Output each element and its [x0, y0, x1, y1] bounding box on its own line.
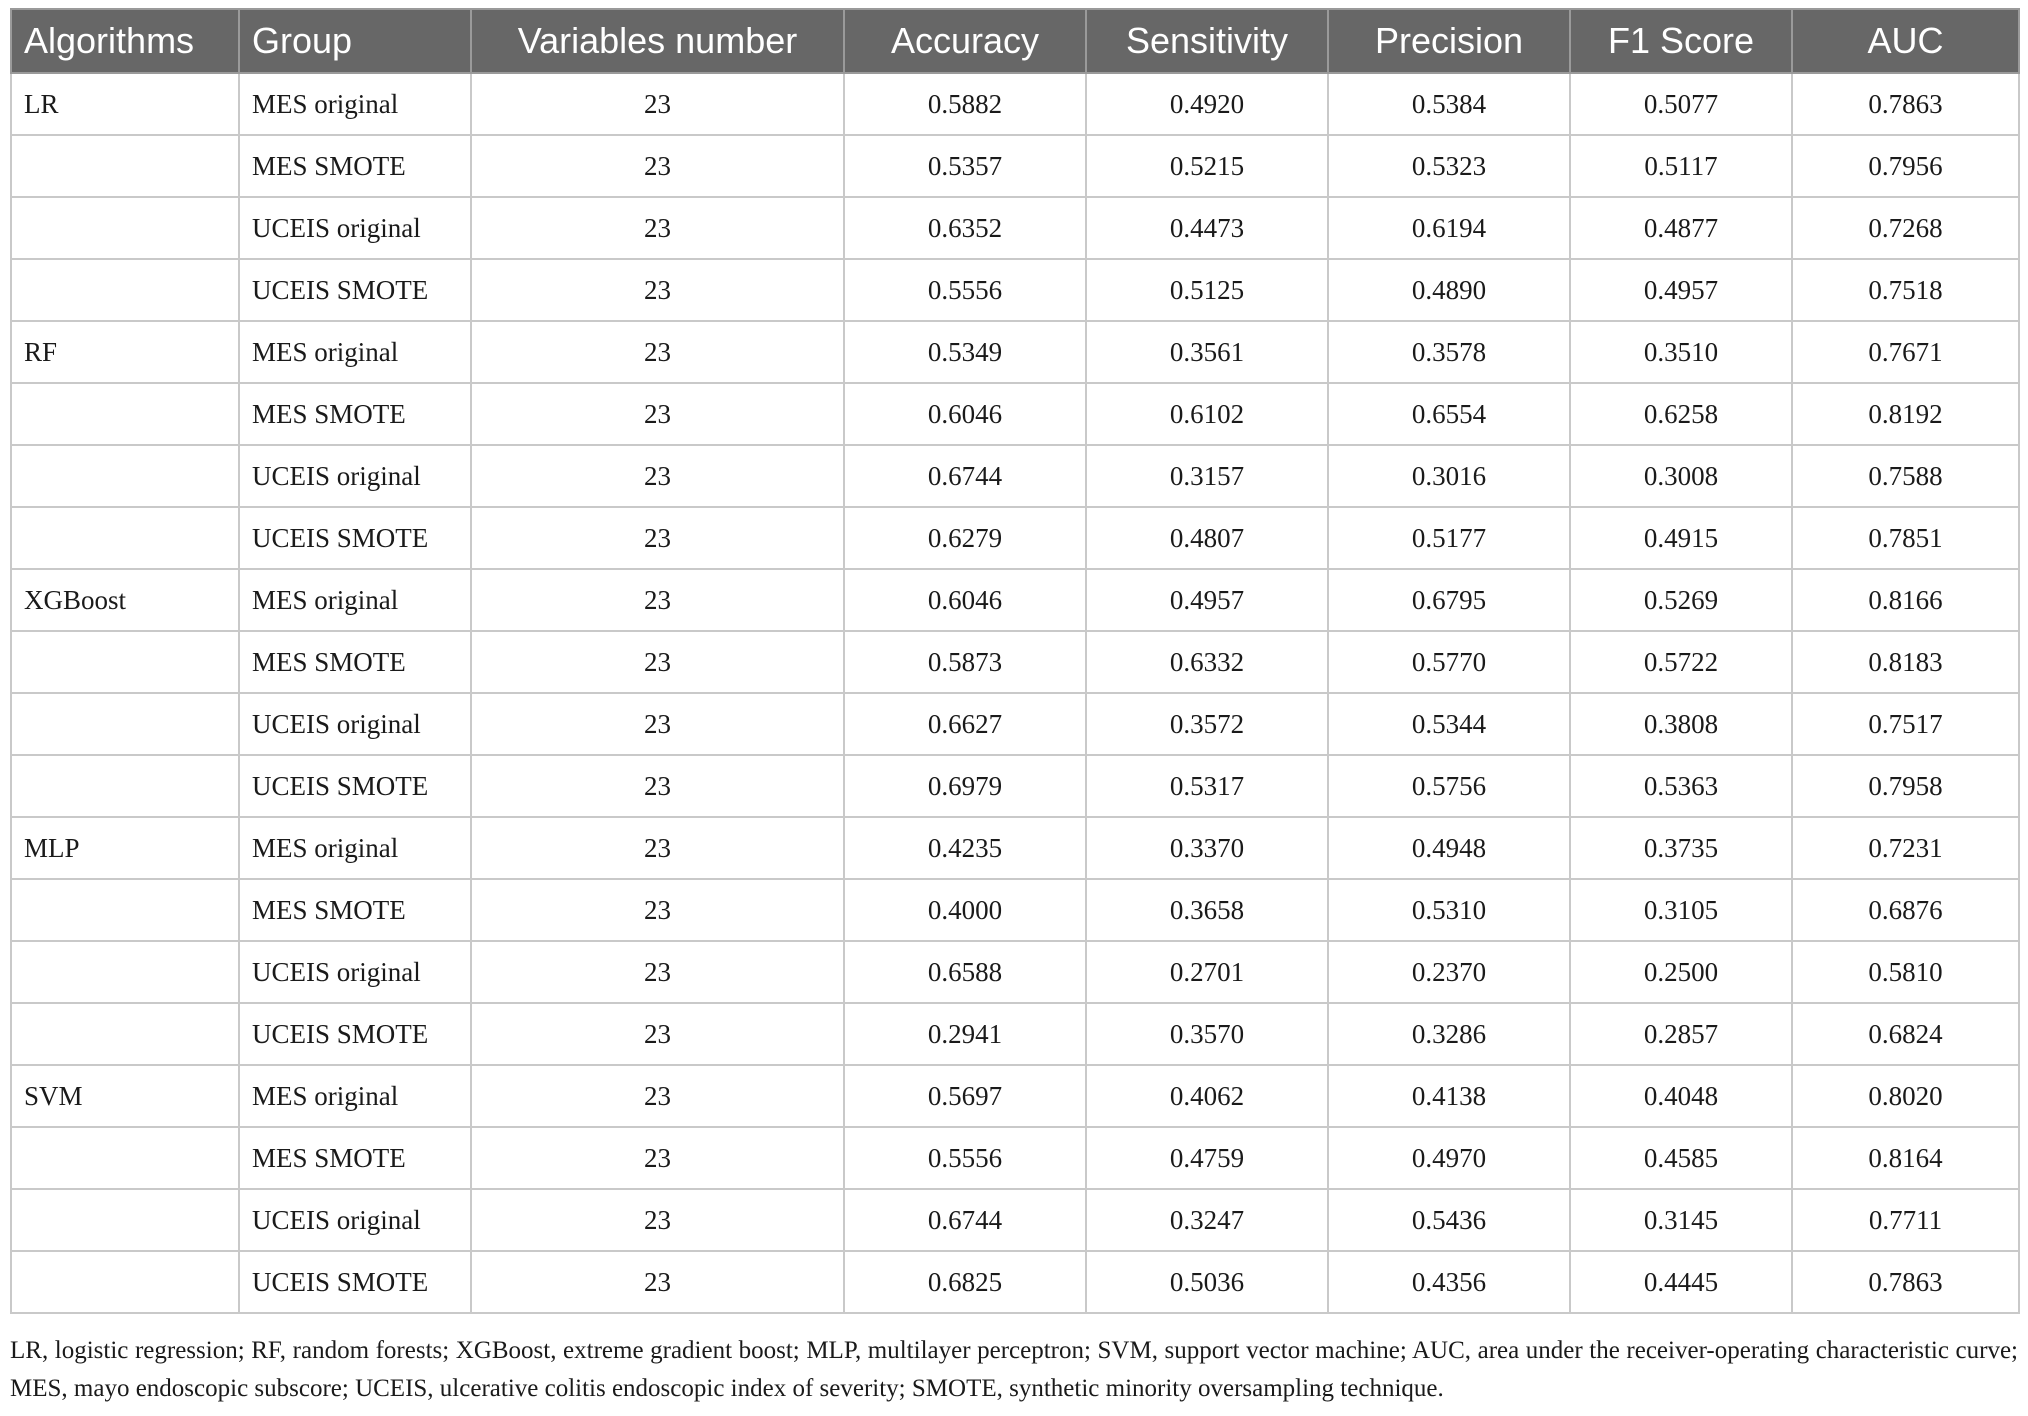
cell-precision: 0.5323: [1328, 135, 1570, 197]
cell-accuracy: 0.6046: [844, 383, 1086, 445]
cell-precision: 0.4970: [1328, 1127, 1570, 1189]
cell-algorithms: RF: [11, 321, 239, 383]
cell-accuracy: 0.6744: [844, 445, 1086, 507]
table-row: [11, 383, 2019, 445]
cell-sensitivity: 0.6102: [1086, 383, 1328, 445]
cell-group: MES original: [239, 569, 471, 631]
table-body: [11, 73, 2019, 1313]
cell-group: UCEIS original: [239, 693, 471, 755]
cell-auc: 0.7231: [1792, 817, 2019, 879]
cell-variables-number: 23: [471, 1127, 844, 1189]
cell-f1-score: 0.3145: [1570, 1189, 1792, 1251]
table-row: [11, 631, 2019, 693]
table-row: [11, 445, 2019, 507]
cell-variables-number: 23: [471, 879, 844, 941]
cell-algorithms: [11, 693, 239, 755]
table-row: [11, 569, 2019, 631]
cell-accuracy: 0.5873: [844, 631, 1086, 693]
cell-f1-score: 0.4877: [1570, 197, 1792, 259]
cell-accuracy: 0.5349: [844, 321, 1086, 383]
cell-accuracy: 0.6744: [844, 1189, 1086, 1251]
cell-algorithms: [11, 631, 239, 693]
cell-accuracy: 0.6352: [844, 197, 1086, 259]
column-header-sensitivity: Sensitivity: [1086, 9, 1328, 73]
cell-precision: 0.3016: [1328, 445, 1570, 507]
cell-auc: 0.7851: [1792, 507, 2019, 569]
cell-sensitivity: 0.3570: [1086, 1003, 1328, 1065]
cell-auc: 0.8164: [1792, 1127, 2019, 1189]
cell-algorithms: SVM: [11, 1065, 239, 1127]
cell-group: UCEIS SMOTE: [239, 1251, 471, 1313]
cell-precision: 0.5756: [1328, 755, 1570, 817]
cell-algorithms: [11, 135, 239, 197]
cell-variables-number: 23: [471, 631, 844, 693]
cell-f1-score: 0.4957: [1570, 259, 1792, 321]
cell-auc: 0.7863: [1792, 1251, 2019, 1313]
cell-f1-score: 0.4915: [1570, 507, 1792, 569]
cell-sensitivity: 0.4473: [1086, 197, 1328, 259]
cell-auc: 0.8192: [1792, 383, 2019, 445]
cell-auc: 0.7711: [1792, 1189, 2019, 1251]
cell-group: UCEIS SMOTE: [239, 259, 471, 321]
cell-sensitivity: 0.4920: [1086, 73, 1328, 135]
cell-precision: 0.5770: [1328, 631, 1570, 693]
cell-auc: 0.6876: [1792, 879, 2019, 941]
cell-sensitivity: 0.3658: [1086, 879, 1328, 941]
table-footnote: LR, logistic regression; RF, random forests; XGBoost, extreme gradient boost; MLP, multilayer perceptron; SVM, support vector machine; AUC, area under the receiver-operating characteristic curve; MES, mayo endoscopic subscore; UCEIS, ulcerative colitis endoscopic index of severity; SMOTE, synthetic minority oversampling technique.: [10, 1337, 2018, 1402]
cell-algorithms: [11, 507, 239, 569]
cell-group: MES SMOTE: [239, 135, 471, 197]
cell-variables-number: 23: [471, 197, 844, 259]
table-row: [11, 321, 2019, 383]
cell-precision: 0.5177: [1328, 507, 1570, 569]
cell-group: MES original: [239, 73, 471, 135]
cell-sensitivity: 0.4807: [1086, 507, 1328, 569]
cell-accuracy: 0.4235: [844, 817, 1086, 879]
cell-group: UCEIS SMOTE: [239, 755, 471, 817]
cell-precision: 0.5344: [1328, 693, 1570, 755]
cell-accuracy: 0.5556: [844, 1127, 1086, 1189]
cell-sensitivity: 0.4957: [1086, 569, 1328, 631]
cell-variables-number: 23: [471, 941, 844, 1003]
cell-variables-number: 23: [471, 1003, 844, 1065]
cell-auc: 0.7671: [1792, 321, 2019, 383]
cell-sensitivity: 0.3157: [1086, 445, 1328, 507]
cell-algorithms: [11, 259, 239, 321]
cell-accuracy: 0.5357: [844, 135, 1086, 197]
cell-sensitivity: 0.4062: [1086, 1065, 1328, 1127]
cell-group: UCEIS original: [239, 1189, 471, 1251]
cell-group: UCEIS SMOTE: [239, 1003, 471, 1065]
cell-accuracy: 0.5697: [844, 1065, 1086, 1127]
cell-variables-number: 23: [471, 383, 844, 445]
column-header-accuracy: Accuracy: [844, 9, 1086, 73]
table-row: [11, 1003, 2019, 1065]
column-header-variables-number: Variables number: [471, 9, 844, 73]
cell-variables-number: 23: [471, 569, 844, 631]
cell-precision: 0.3578: [1328, 321, 1570, 383]
cell-precision: 0.5436: [1328, 1189, 1570, 1251]
cell-auc: 0.7956: [1792, 135, 2019, 197]
cell-f1-score: 0.6258: [1570, 383, 1792, 445]
cell-sensitivity: 0.3561: [1086, 321, 1328, 383]
cell-algorithms: [11, 1251, 239, 1313]
cell-accuracy: 0.6588: [844, 941, 1086, 1003]
cell-group: MES SMOTE: [239, 1127, 471, 1189]
column-header-group: Group: [239, 9, 471, 73]
cell-auc: 0.5810: [1792, 941, 2019, 1003]
cell-sensitivity: 0.5317: [1086, 755, 1328, 817]
cell-precision: 0.5384: [1328, 73, 1570, 135]
cell-precision: 0.4356: [1328, 1251, 1570, 1313]
column-header-algorithms: Algorithms: [11, 9, 239, 73]
column-header-f1-score: F1 Score: [1570, 9, 1792, 73]
results-table: [10, 8, 2020, 1314]
cell-variables-number: 23: [471, 73, 844, 135]
cell-variables-number: 23: [471, 1251, 844, 1313]
cell-auc: 0.8183: [1792, 631, 2019, 693]
cell-sensitivity: 0.5036: [1086, 1251, 1328, 1313]
cell-algorithms: LR: [11, 73, 239, 135]
cell-sensitivity: 0.3370: [1086, 817, 1328, 879]
cell-precision: 0.3286: [1328, 1003, 1570, 1065]
table-row: [11, 879, 2019, 941]
table-row: [11, 135, 2019, 197]
cell-algorithms: [11, 383, 239, 445]
cell-accuracy: 0.2941: [844, 1003, 1086, 1065]
cell-algorithms: [11, 197, 239, 259]
table-row: [11, 941, 2019, 1003]
cell-f1-score: 0.5722: [1570, 631, 1792, 693]
cell-f1-score: 0.2857: [1570, 1003, 1792, 1065]
cell-variables-number: 23: [471, 817, 844, 879]
cell-algorithms: [11, 445, 239, 507]
cell-auc: 0.8020: [1792, 1065, 2019, 1127]
cell-accuracy: 0.5556: [844, 259, 1086, 321]
cell-accuracy: 0.6046: [844, 569, 1086, 631]
cell-group: UCEIS original: [239, 197, 471, 259]
table-row: [11, 693, 2019, 755]
cell-sensitivity: 0.4759: [1086, 1127, 1328, 1189]
cell-sensitivity: 0.2701: [1086, 941, 1328, 1003]
cell-variables-number: 23: [471, 693, 844, 755]
cell-group: UCEIS original: [239, 445, 471, 507]
cell-precision: 0.4948: [1328, 817, 1570, 879]
results-table-container: [10, 8, 2018, 1408]
column-header-auc: AUC: [1792, 9, 2019, 73]
cell-accuracy: 0.6979: [844, 755, 1086, 817]
cell-variables-number: 23: [471, 507, 844, 569]
cell-algorithms: [11, 1189, 239, 1251]
cell-sensitivity: 0.6332: [1086, 631, 1328, 693]
table-row: [11, 197, 2019, 259]
cell-group: MES SMOTE: [239, 879, 471, 941]
cell-sensitivity: 0.5215: [1086, 135, 1328, 197]
cell-sensitivity: 0.5125: [1086, 259, 1328, 321]
cell-algorithms: MLP: [11, 817, 239, 879]
cell-variables-number: 23: [471, 445, 844, 507]
cell-accuracy: 0.6279: [844, 507, 1086, 569]
cell-algorithms: [11, 1127, 239, 1189]
cell-f1-score: 0.3808: [1570, 693, 1792, 755]
cell-auc: 0.7863: [1792, 73, 2019, 135]
cell-group: MES original: [239, 1065, 471, 1127]
cell-group: MES SMOTE: [239, 631, 471, 693]
cell-precision: 0.2370: [1328, 941, 1570, 1003]
cell-algorithms: [11, 755, 239, 817]
cell-auc: 0.7268: [1792, 197, 2019, 259]
table-row: [11, 1189, 2019, 1251]
cell-f1-score: 0.4585: [1570, 1127, 1792, 1189]
cell-sensitivity: 0.3572: [1086, 693, 1328, 755]
cell-auc: 0.7588: [1792, 445, 2019, 507]
cell-variables-number: 23: [471, 1065, 844, 1127]
cell-f1-score: 0.3735: [1570, 817, 1792, 879]
cell-precision: 0.4138: [1328, 1065, 1570, 1127]
table-row: [11, 817, 2019, 879]
cell-variables-number: 23: [471, 321, 844, 383]
cell-algorithms: [11, 879, 239, 941]
cell-variables-number: 23: [471, 1189, 844, 1251]
table-row: [11, 1127, 2019, 1189]
cell-f1-score: 0.2500: [1570, 941, 1792, 1003]
cell-precision: 0.6194: [1328, 197, 1570, 259]
cell-f1-score: 0.4445: [1570, 1251, 1792, 1313]
cell-variables-number: 23: [471, 135, 844, 197]
cell-accuracy: 0.5882: [844, 73, 1086, 135]
cell-f1-score: 0.5269: [1570, 569, 1792, 631]
cell-algorithms: XGBoost: [11, 569, 239, 631]
cell-variables-number: 23: [471, 259, 844, 321]
cell-f1-score: 0.3105: [1570, 879, 1792, 941]
cell-accuracy: 0.6825: [844, 1251, 1086, 1313]
cell-f1-score: 0.5363: [1570, 755, 1792, 817]
table-header-row: [11, 9, 2019, 73]
cell-precision: 0.6554: [1328, 383, 1570, 445]
cell-variables-number: 23: [471, 755, 844, 817]
table-row: [11, 73, 2019, 135]
cell-precision: 0.5310: [1328, 879, 1570, 941]
cell-f1-score: 0.5077: [1570, 73, 1792, 135]
cell-f1-score: 0.4048: [1570, 1065, 1792, 1127]
cell-f1-score: 0.3008: [1570, 445, 1792, 507]
cell-auc: 0.6824: [1792, 1003, 2019, 1065]
cell-f1-score: 0.3510: [1570, 321, 1792, 383]
column-header-precision: Precision: [1328, 9, 1570, 73]
cell-auc: 0.8166: [1792, 569, 2019, 631]
cell-auc: 0.7518: [1792, 259, 2019, 321]
table-row: [11, 259, 2019, 321]
cell-group: MES original: [239, 817, 471, 879]
cell-auc: 0.7958: [1792, 755, 2019, 817]
cell-precision: 0.4890: [1328, 259, 1570, 321]
table-row: [11, 507, 2019, 569]
cell-accuracy: 0.6627: [844, 693, 1086, 755]
cell-precision: 0.6795: [1328, 569, 1570, 631]
cell-group: MES SMOTE: [239, 383, 471, 445]
table-row: [11, 1065, 2019, 1127]
cell-algorithms: [11, 1003, 239, 1065]
cell-f1-score: 0.5117: [1570, 135, 1792, 197]
cell-auc: 0.7517: [1792, 693, 2019, 755]
table-row: [11, 1251, 2019, 1313]
cell-group: MES original: [239, 321, 471, 383]
cell-group: UCEIS SMOTE: [239, 507, 471, 569]
table-row: [11, 755, 2019, 817]
cell-sensitivity: 0.3247: [1086, 1189, 1328, 1251]
cell-accuracy: 0.4000: [844, 879, 1086, 941]
cell-algorithms: [11, 941, 239, 1003]
cell-group: UCEIS original: [239, 941, 471, 1003]
